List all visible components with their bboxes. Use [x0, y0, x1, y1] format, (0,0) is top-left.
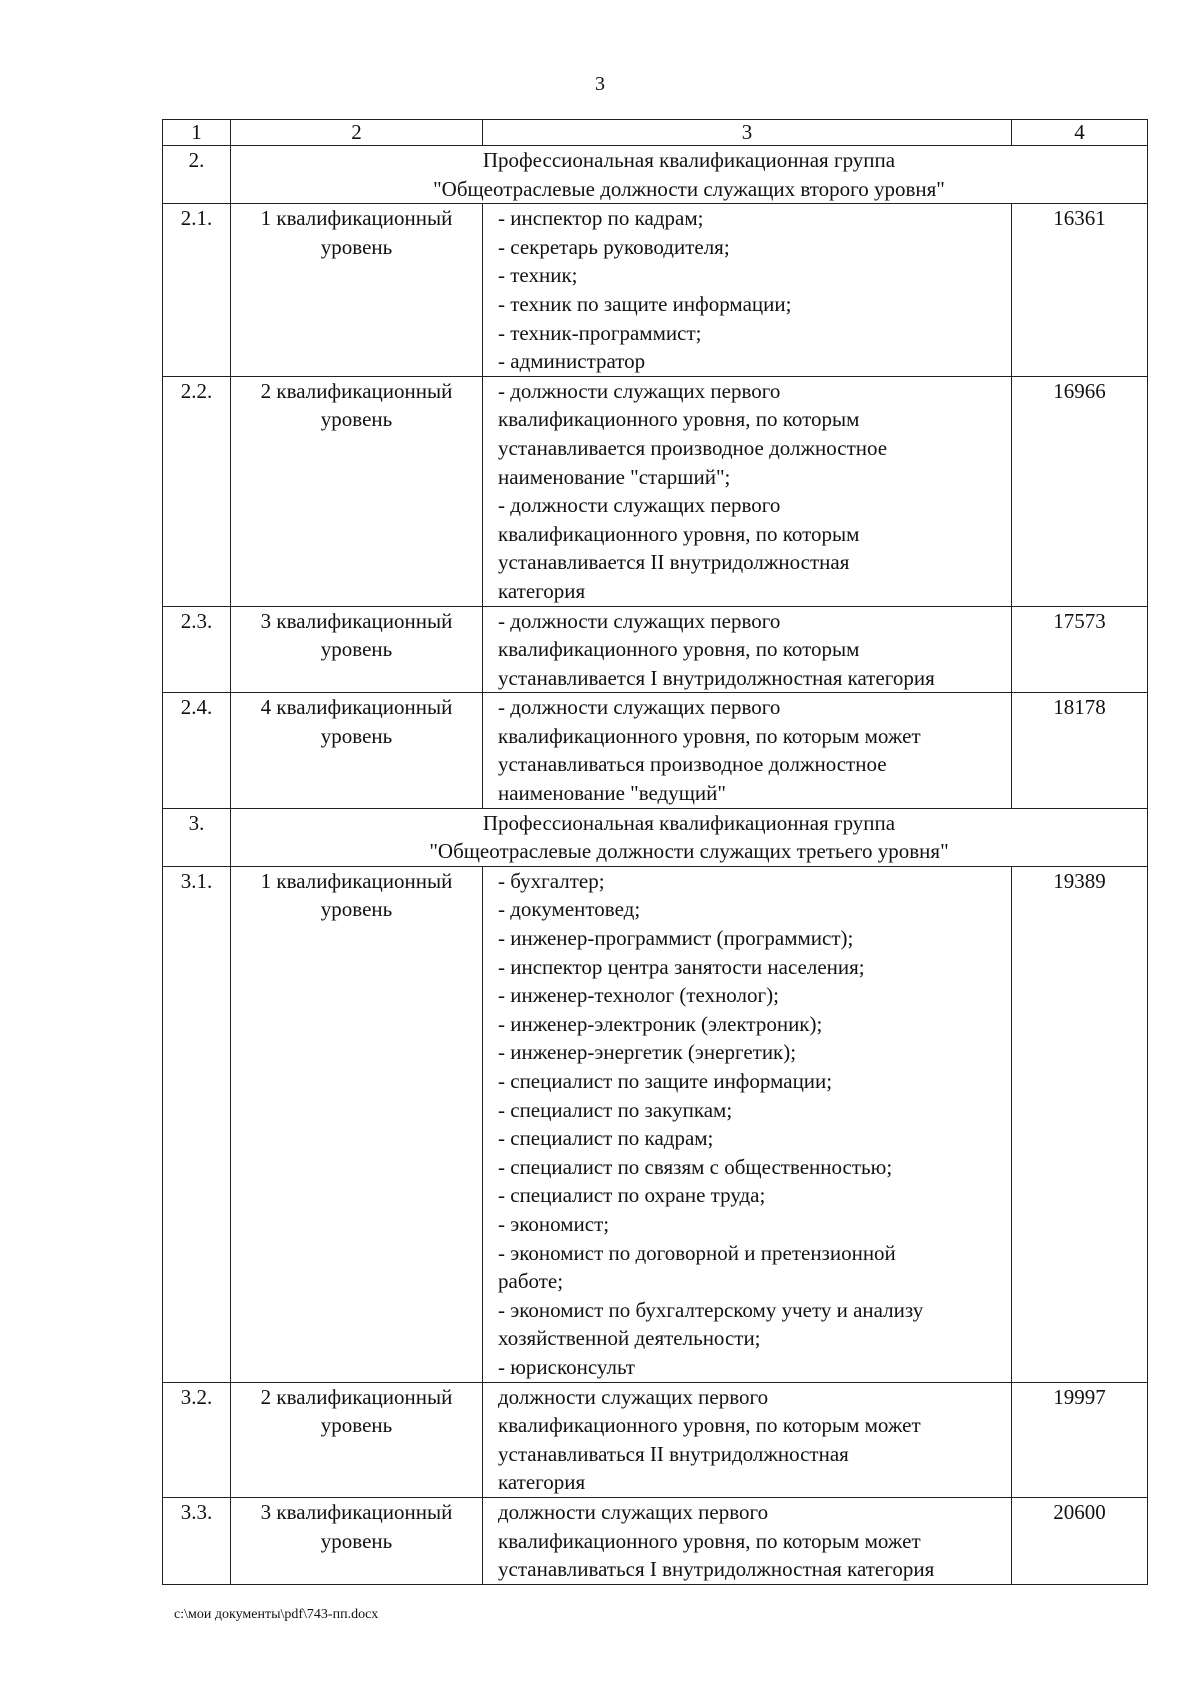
position-line: наименование "старший"; — [498, 464, 731, 489]
position-line: устанавливаться I внутридолжностная категория — [498, 1557, 935, 1582]
position-line: квалификационного уровня, по которым — [498, 407, 860, 432]
qualification-level-line: 4 квалификационный — [260, 695, 453, 720]
qualification-level-line: уровень — [320, 1528, 393, 1553]
group-title-line: Профессиональная квалификационная группа — [482, 148, 896, 172]
position-line: квалификационного уровня, по которым может — [498, 1528, 921, 1553]
position-line: - инспектор по кадрам; — [498, 206, 704, 231]
position-line: - документовед; — [498, 897, 641, 922]
qualification-level-line: уровень — [320, 234, 393, 259]
position-line: - техник-программист; — [498, 320, 702, 345]
row-number: 2. — [163, 146, 231, 204]
table-row — [163, 204, 1148, 377]
salary-value: 20600 — [1012, 1497, 1148, 1584]
position-line: - администратор — [498, 349, 646, 374]
group-heading-row — [163, 808, 1148, 866]
qualification-level-line: 2 квалификационный — [260, 378, 453, 403]
position-line: устанавливается производное должностное — [498, 435, 888, 460]
salary-value: 19389 — [1012, 866, 1148, 1382]
position-line: - специалист по охране труда; — [498, 1183, 766, 1208]
salary-value: 16966 — [1012, 376, 1148, 606]
position-line: устанавливаться производное должностное — [498, 752, 887, 777]
qualification-level-line: уровень — [320, 637, 393, 662]
group-title-line: "Общеотраслевые должности служащих второго уровня" — [433, 176, 945, 201]
table-row — [163, 1497, 1148, 1584]
row-number: 2.4. — [163, 693, 231, 808]
position-line: квалификационного уровня, по которым — [498, 521, 860, 546]
position-line: - должности служащих первого — [498, 695, 781, 720]
position-line: квалификационного уровня, по которым может — [498, 1413, 921, 1438]
position-line: квалификационного уровня, по которым может — [498, 723, 921, 748]
position-line: - должности служащих первого — [498, 493, 781, 518]
position-line: - инженер-электроник (электроник); — [498, 1011, 823, 1036]
salary-value: 18178 — [1012, 693, 1148, 808]
group-title — [231, 808, 1148, 866]
row-number: 2.3. — [163, 606, 231, 693]
position-line: хозяйственной деятельности; — [498, 1326, 761, 1351]
qualification-level-line: уровень — [320, 723, 393, 748]
group-title — [231, 146, 1148, 204]
position-line: наименование "ведущий" — [498, 781, 726, 806]
positions-list — [483, 1382, 1012, 1497]
position-line: - должности служащих первого — [498, 378, 781, 403]
footer-file-path: c:\мои документы\pdf\743-пп.docx — [174, 1607, 379, 1622]
position-line: - должности служащих первого — [498, 608, 781, 633]
group-title-line: Профессиональная квалификационная группа — [482, 810, 896, 835]
qualification-level — [231, 376, 483, 606]
table-header-row — [163, 120, 1148, 146]
position-line: - техник по защите информации; — [498, 291, 792, 316]
position-line: - специалист по закупкам; — [498, 1097, 733, 1122]
table-row — [163, 1382, 1148, 1497]
qualification-level-line: 2 квалификационный — [260, 1384, 453, 1409]
table-row — [163, 693, 1148, 808]
position-line: - экономист; — [498, 1211, 610, 1236]
salary-value: 17573 — [1012, 606, 1148, 693]
column-header-1: 1 — [163, 120, 231, 146]
row-number: 3.2. — [163, 1382, 231, 1497]
position-line: - экономист по договорной и претензионной — [498, 1240, 896, 1265]
qualification-level-line: 1 квалификационный — [260, 868, 453, 893]
position-line: устанавливается II внутридолжностная — [498, 550, 850, 575]
qualification-level-line: уровень — [320, 897, 393, 922]
qualification-level-line: 3 квалификационный — [260, 1499, 453, 1524]
qualification-level-line: 3 квалификационный — [260, 608, 453, 633]
column-header-4: 4 — [1012, 120, 1148, 146]
qualification-level-line: уровень — [320, 1413, 393, 1438]
position-line: - специалист по связям с общественностью; — [498, 1154, 893, 1179]
salary-value: 19997 — [1012, 1382, 1148, 1497]
positions-list — [483, 866, 1012, 1382]
position-line: - инженер-программист (программист); — [498, 926, 854, 951]
table-row — [163, 606, 1148, 693]
row-number: 3.3. — [163, 1497, 231, 1584]
row-number: 2.2. — [163, 376, 231, 606]
positions-list — [483, 376, 1012, 606]
qualification-level — [231, 866, 483, 1382]
position-line: категория — [498, 1470, 586, 1495]
group-title-line: "Общеотраслевые должности служащих третьего уровня" — [429, 839, 949, 864]
position-line: должности служащих первого — [498, 1499, 769, 1524]
row-number: 3. — [163, 808, 231, 866]
group-heading-row — [163, 146, 1148, 204]
column-header-3: 3 — [483, 120, 1012, 146]
position-line: работе; — [498, 1269, 564, 1294]
position-line: квалификационного уровня, по которым — [498, 637, 860, 662]
positions-list — [483, 1497, 1012, 1584]
position-line: - секретарь руководителя; — [498, 234, 730, 259]
qualification-level — [231, 204, 483, 377]
page-number: 3 — [595, 73, 605, 95]
position-line: - инженер-технолог (технолог); — [498, 983, 779, 1008]
position-line: - бухгалтер; — [498, 868, 605, 893]
qualification-level-line: 1 квалификационный — [260, 206, 453, 231]
position-line: - экономист по бухгалтерскому учету и анализу — [498, 1297, 924, 1322]
position-line: - специалист по защите информации; — [498, 1069, 833, 1093]
row-number: 2.1. — [163, 204, 231, 377]
position-line: устанавливается I внутридолжностная категория — [498, 665, 935, 690]
column-header-2: 2 — [231, 120, 483, 146]
qualification-level — [231, 1497, 483, 1584]
positions-list — [483, 204, 1012, 377]
qualification-level — [231, 693, 483, 808]
position-line: устанавливаться II внутридолжностная — [498, 1441, 849, 1466]
table-row — [163, 866, 1148, 1382]
position-line: - инспектор центра занятости населения; — [498, 954, 865, 979]
salary-table — [162, 119, 1148, 1585]
position-line: категория — [498, 578, 586, 603]
qualification-level-line: уровень — [320, 407, 393, 432]
positions-list — [483, 693, 1012, 808]
position-line: должности служащих первого — [498, 1384, 769, 1409]
table-row — [163, 376, 1148, 606]
position-line: - инженер-энергетик (энергетик); — [498, 1040, 797, 1065]
position-line: - юрисконсульт — [498, 1354, 635, 1379]
row-number: 3.1. — [163, 866, 231, 1382]
salary-value: 16361 — [1012, 204, 1148, 377]
qualification-level — [231, 606, 483, 693]
position-line: - специалист по кадрам; — [498, 1126, 714, 1151]
position-line: - техник; — [498, 263, 578, 288]
qualification-level — [231, 1382, 483, 1497]
positions-list — [483, 606, 1012, 693]
